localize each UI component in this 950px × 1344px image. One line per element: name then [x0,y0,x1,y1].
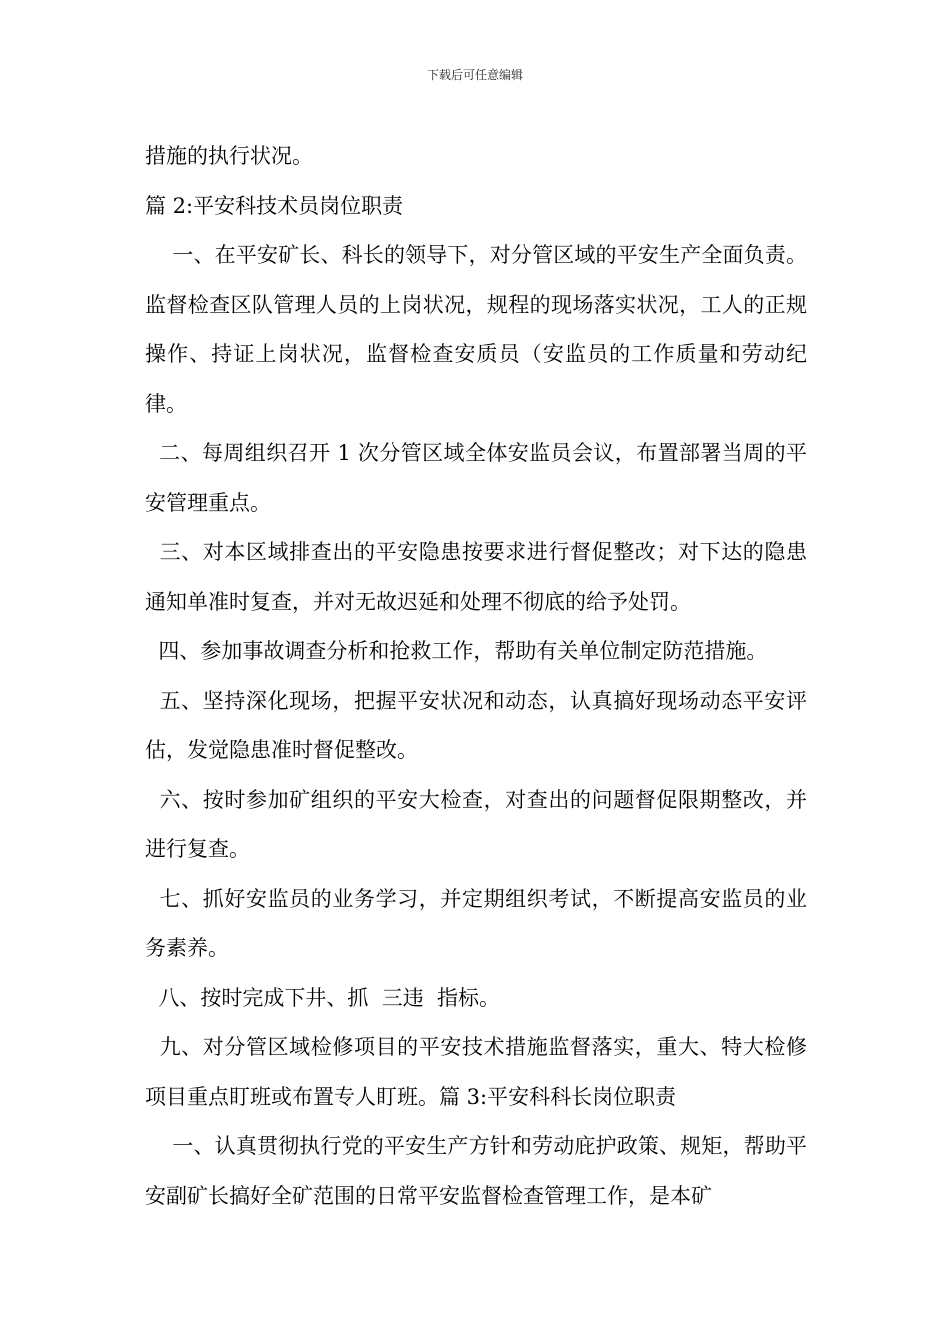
paragraph-item-3: 三、对本区域排查出的平安隐患按要求进行督促整改；对下达的隐患通知单准时复查，并对无故迟延和处理不彻底的给予处罚。 [145,540,807,614]
paragraph-item-2: 二、每周组织召开 1 次分管区域全体安监员会议，布置部署当周的平安管理重点。 [145,441,807,515]
paragraph-item-6: 六、按时参加矿组织的平安大检查，对查出的问题督促限期整改，并进行复查。 [145,787,807,861]
document-body [145,132,807,1221]
paragraph-section3-item-1: 一、认真贯彻执行党的平安生产方针和劳动庇护政策、规矩，帮助平安副矿长搞好全矿范围的日常平安监督检查管理工作，是本矿 [145,1134,807,1208]
paragraph-item-1: 一、在平安矿长、科长的领导下，对分管区域的平安生产全面负责。监督检查区队管理人员的上岗状况，规程的现场落实状况，工人的正规操作、持证上岗状况，监督检查安质员（安监员的工作质量和劳动纪律。 [145,243,807,416]
section-heading-2: 篇 2:平安科技术员岗位职责 [145,193,404,218]
page-header-note: 下载后可任意编辑 [426,68,523,82]
paragraph-item-4: 四、参加事故调查分析和抢救工作，帮助有关单位制定防范措施。 [145,639,768,663]
paragraph-item-8: 八、按时完成下井、抓 三违 指标。 [145,985,501,1010]
paragraph-item-5: 五、坚持深化现场，把握平安状况和动态，认真搞好现场动态平安评估，发觉隐患准时督促整改。 [145,688,807,762]
paragraph-continuation: 措施的执行状况。 [145,144,313,168]
paragraph-item-7: 七、抓好安监员的业务学习，并定期组织考试，不断提高安监员的业务素养。 [145,886,807,960]
paragraph-item-9: 九、对分管区域检修项目的平安技术措施监督落实，重大、特大检修项目重点盯班或布置专人盯班。篇 3:平安科科长岗位职责 [145,1035,807,1109]
